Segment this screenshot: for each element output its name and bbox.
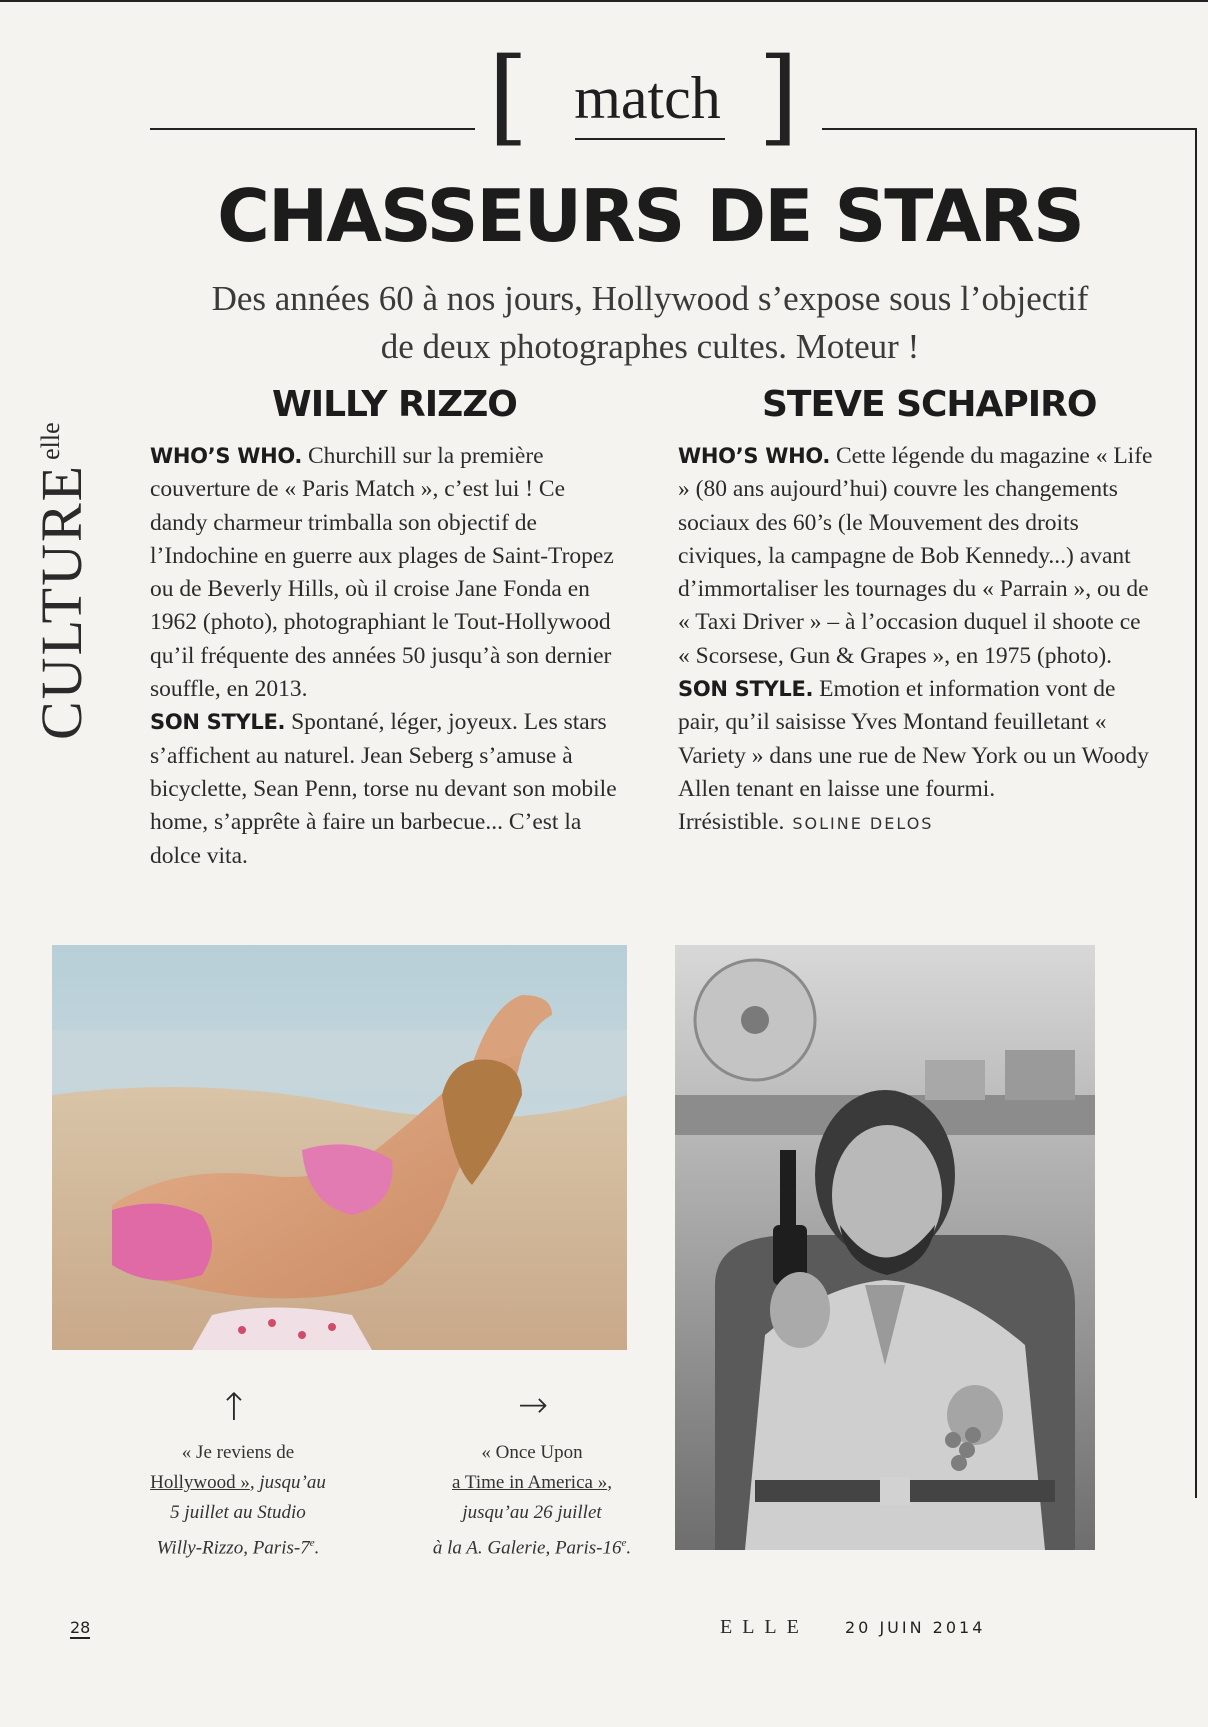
right-style-text: Emotion et information vont de pair, qu’il saisisse Yves Montand feuilletant « Variety » dans une rue de New York ou un Woody Allen tenant en laisse une fourmi. Irrésistible. xyxy=(678,676,1149,836)
issue-date: 20 JUIN 2014 xyxy=(845,1618,986,1637)
bracket-open: [ xyxy=(488,35,529,157)
standfirst-line-1: Des années 60 à nos jours, Hollywood s’expose sous l’objectif xyxy=(211,279,1089,318)
caption-left xyxy=(128,1438,348,1563)
left-whos-who-label: WHO’S WHO. xyxy=(150,444,303,468)
right-whos-who xyxy=(678,440,1153,673)
right-column-title: STEVE SCHAPIRO xyxy=(762,384,1097,425)
right-style-label: SON STYLE. xyxy=(678,677,814,702)
standfirst xyxy=(160,275,1140,371)
magazine-name: ELLE xyxy=(720,1616,809,1638)
left-column-title: WILLY RIZZO xyxy=(272,384,517,425)
caption-right xyxy=(422,1438,642,1563)
caption-right-title: a Time in America » xyxy=(452,1472,608,1493)
left-whos-who-text: Churchill sur la première couverture de « Paris Match », c’est lui ! Ce dandy charmeur trimballa son objectif de l’Indochine en guerre aux plages de Saint-Tropez ou de Beverly Hills, où il croise Jane Fonda en 1962 (photo), photographiant le Tout-Hollywood qu’il fréquente des années 50 jusqu’à son dernier souffle, en 2013. xyxy=(150,443,614,703)
header-rule-right xyxy=(822,128,1197,130)
standfirst-line-2: de deux photographes cultes. Moteur ! xyxy=(380,327,920,366)
rubric-kicker: match xyxy=(574,65,721,131)
caption-left-line2 xyxy=(128,1468,348,1498)
section-magazine: elle xyxy=(36,422,65,460)
section-label xyxy=(28,422,95,740)
bracket-close: ] xyxy=(758,35,799,157)
left-style-text: Spontané, léger, joyeux. Les stars s’affichent au naturel. Jean Seberg s’amuse à bicyclette, Sean Penn, torse nu devant son mobile home, s’apprête à faire un barbecue... C’est la dolce vita. xyxy=(150,709,617,869)
left-whos-who xyxy=(150,440,625,706)
arrow-up-icon: ↑ xyxy=(218,1385,250,1429)
left-column-text xyxy=(150,440,625,873)
left-style xyxy=(150,706,625,872)
arrow-right-icon: → xyxy=(518,1385,549,1426)
page-number: 28 xyxy=(70,1618,91,1637)
caption-left-line1: « Je reviens de xyxy=(181,1442,295,1463)
right-whos-who-text: Cette légende du magazine « Life » (80 ans aujourd’hui) couvre les changements sociaux des 60’s (le Mouvement des droits civiques, la campagne de Bob Kennedy...) avant d’immortaliser les tournages du « Parrain », ou de « Taxi Driver » – à l’occasion duquel il shoote ce « Scorsese, Gun & Grapes », en 1975 (photo). xyxy=(678,443,1153,669)
top-edge-line xyxy=(0,0,1208,2)
byline: SOLINE DELOS xyxy=(792,814,934,834)
caption-left-title: Hollywood » xyxy=(150,1472,250,1493)
right-column-text xyxy=(678,440,1153,841)
headline: CHASSEURS DE STARS xyxy=(217,174,1083,258)
right-whos-who-label: WHO’S WHO. xyxy=(678,444,831,468)
section-name: CULTURE xyxy=(29,463,94,740)
caption-right-line1: « Once Upon xyxy=(481,1442,583,1463)
caption-right-line4: à la A. Galerie, Paris-16e. xyxy=(432,1537,632,1559)
caption-right-line2-rest: , xyxy=(607,1472,612,1493)
photo-jane-fonda-beach xyxy=(52,945,627,1350)
caption-right-line3: jusqu’au 26 juillet xyxy=(462,1502,602,1523)
caption-left-line4: Willy-Rizzo, Paris-7e. xyxy=(156,1537,320,1559)
right-frame-line xyxy=(1195,128,1197,1498)
caption-left-line2-rest: , jusqu’au xyxy=(249,1472,326,1493)
caption-right-line2 xyxy=(422,1468,642,1498)
caption-left-line3: 5 juillet au Studio xyxy=(170,1502,306,1523)
header-rule-left xyxy=(150,128,475,130)
rubric-underline xyxy=(575,138,725,140)
photo-scorsese-gun-grapes xyxy=(675,945,1095,1550)
right-style xyxy=(678,673,1153,840)
left-style-label: SON STYLE. xyxy=(150,710,286,735)
